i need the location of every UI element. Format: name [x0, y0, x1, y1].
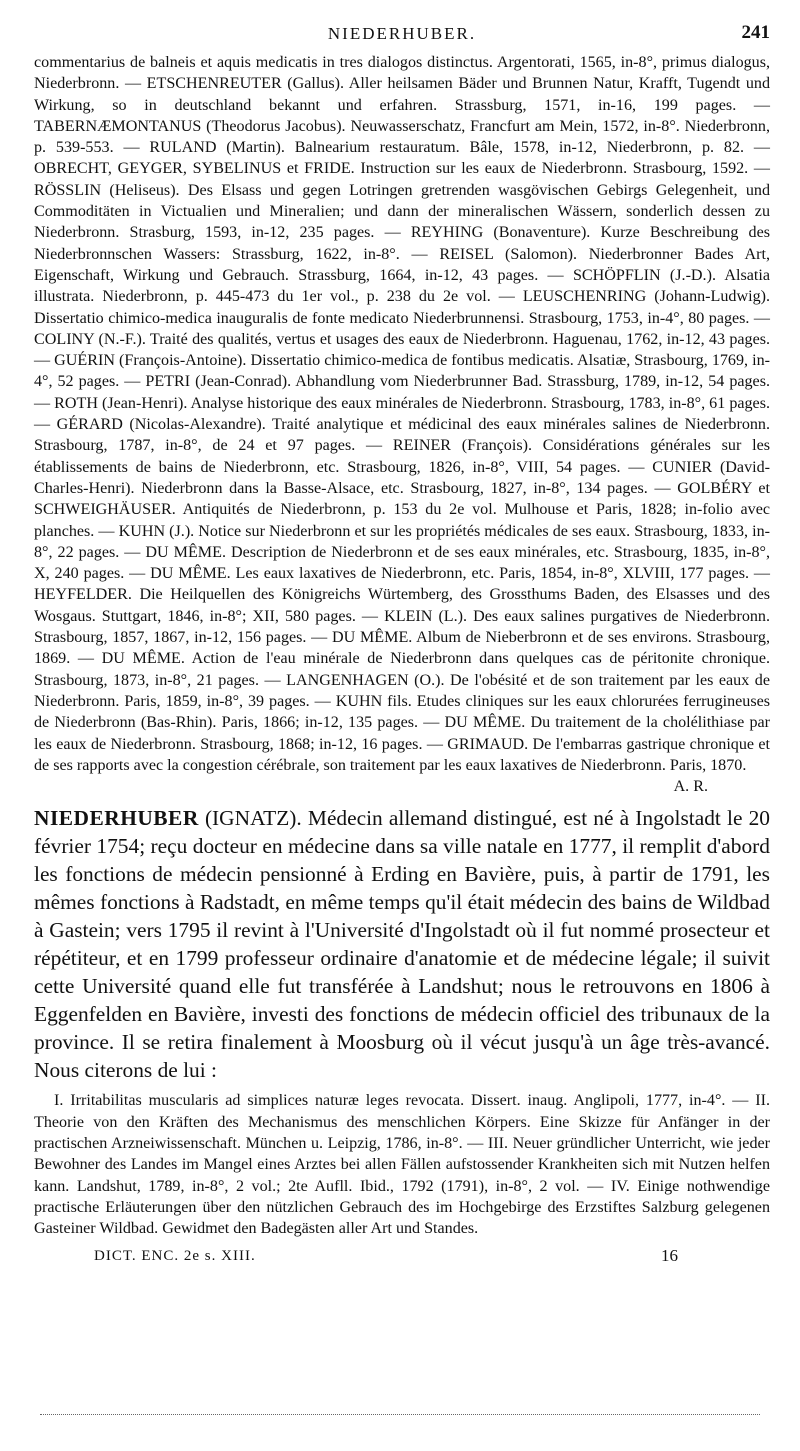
bibliography-text: commentarius de balneis et aquis medicatis in tres dialogos distinctus. Argentorati, 1565, in-8°, primus dialogus, Niederbronn. — ETSCHENREUTER (Gallus). Aller heilsamen Bäder und Brunnen Natur, Krafft, Tugendt und Wirkung, so in deutschland bekannt und erfahren. Strassburg, 1571, in-16, 199 pages. — TABERNÆMONTANUS (Theodorus Jacobus). Neuwasserschatz, Francfurt am Mein, 1572, in-8°. Niederbronn, p. 539-553. — RULAND (Martin). Balnearium restauratum. Bâle, 1578, in-12, Niederbronn, p. 82. — OBRECHT, GEYGER, SYBELINUS et FRIDE. Instruction sur les eaux de Niederbronn. Strasbourg, 1592. — RÖSSLIN (Heliseus). Des Elsass und gegen Lotringen gretrenden wasgövischen Gebirgs Gelegenheit, und Commoditäten in Victualien und Mineralien; und dann der mineralischen Wässern, sonderlich dessen zu Niederbronn. Strasburg, 1593, in-12, 235 pages. — REYHING (Bonaventure). Kurze Beschreibung des Niederbronnschen Wassers: Strassburg, 1622, in-8°. — REISEL (Salomon). Niederbronner Bades Art, Eigenschaft, Wirkung und Gebrauch. Strassburg, 1664, in-12, 43 pages. — SCHÖPFLIN (J.-D.). Alsatia illustrata. Niederbronn, p. 445-473 du 1er vol., p. 238 du 2e vol. — LEUSCHENRING (Johann-Ludwig). Dissertatio chimico-medica inauguralis de fonte medicato Niederbrunnensi. Strasbourg, 1753, in-4°, 80 pages. — COLINY (N.-F.). Traité des qualités, vertus et usages des eaux de Niederbronn. Haguenau, 1762, in-12, 43 pages. — GUÉRIN (François-Antoine). Dissertatio chimico-medica de fontibus medicatis. Alsatiæ, Strasbourg, 1769, in-4°, 52 pages. — PETRI (Jean-Conrad). Abhandlung vom Niederbrunner Bad. Strassburg, 1789, in-12, 54 pages. — ROTH (Jean-Henri). Analyse historique des eaux minérales de Niederbronn. Strasbourg, 1783, in-8°, 61 pages. — GÉRARD (Nicolas-Alexandre). Traité analytique et médicinal des eaux minérales salines de Niederbronn. Strasbourg, 1787, in-8°, de 24 et 97 pages. — REINER (François). Considérations générales sur les établissements de bains de Niederbronn, etc. Strasbourg, 1826, in-8°, VIII, 54 pages. — CUNIER (David-Charles-Henri). Niederbronn dans la Basse-Alsace, etc. Strasbourg, 1827, in-8°, 134 pages. — GOLBÉRY et SCHWEIGHÄUSER. Antiquités de Niederbronn, p. 153 du 2e vol. Mulhouse et Paris, 1828; in-folio avec planches. — KUHN (J.). Notice sur Niederbronn et sur les propriétés médicales de ses eaux. Strasbourg, 1833, in-8°, 22 pages. — DU MÊME. Description de Niederbronn et de ses eaux minérales, etc. Strasbourg, 1835, in-8°, X, 240 pages. — DU MÊME. Les eaux laxatives de Niederbronn, etc. Paris, 1854, in-8°, XLVIII, 177 pages. — HEYFELDER. Die Heilquellen des Königreichs Würtemberg, des Grossthums Baden, des Elsasses und des Wosgaus. Stuttgart, 1846, in-8°; XII, 580 pages. — KLEIN (L.). Des eaux salines purgatives de Niederbronn. Strasbourg, 1857, 1867, in-12, 156 pages. — DU MÊME. Album de Nieberbronn et de ses environs. Strasbourg, 1869. — DU MÊME. Action de l'eau minérale de Niederbronn dans quelques cas de péritonite chronique. Strasbourg, 1873, in-8°, 21 pages. — LANGENHAGEN (O.). De l'obésité et de son traitement par les eaux de Niederbronn. Paris, 1859, in-8°, 39 pages. — KUHN fils. Etudes cliniques sur les eaux chlorurées ferrugineuses de Niederbronn (Bas-Rhin). Paris, 1866; in-12, 135 pages. — DU MÊME. Du traitement de la cholélithiase par les eaux de Niederbronn. Strasbourg, 1868; in-12, 16 pages. — GRIMAUD. De l'embarras gastrique chronique et de ses rapports avec la congestion cérébrale, son traitement par les eaux laxatives de Niederbronn. Paris, 1870.: [34, 54, 770, 774]
works-list: [34, 1090, 770, 1239]
author-initials: A. R.: [673, 778, 708, 796]
page-footer: [34, 1244, 770, 1274]
running-title: NIEDERHUBER.: [327, 24, 477, 43]
entry-forename: (IGNATZ).: [204, 806, 302, 831]
entry-headword: NIEDERHUBER: [34, 806, 199, 831]
signature-mark: DICT. ENC. 2e s. XIII.: [94, 1247, 256, 1264]
entry-paragraph: [34, 805, 770, 1084]
works-text: I. Irritabilitas muscularis ad simplices naturæ leges revocata. Dissert. inaug. Anglipoli, 1777, in-4°. — II. Theorie von den Kräften des Mechanismus des menschlichen Körpers. Eine Skizze für Anfänger in der practischen Arzneiwissenschaft. München u. Leipzig, 1786, in-8°. — III. Neuer gründlicher Unterricht, wie jeder Bewohner des Landes im Mangel eines Arztes bei allen Fällen aufstossender Krankheiten sich mit Nutzen helfen kann. Landshut, 1789, in-8°, 2 vol.; 2te Aufll. Ibid., 1792 (1791), in-8°, 2 vol. — IV. Einige nothwendige practische Erläuterungen über den nützlichen Gebrauch des im Hochgebirge des Erzstiftes Salzburg gelegenen Gasteiner Wildbad. Gewidmet den Badegästen aller Art und Standes.: [34, 1092, 770, 1238]
page-number: 241: [741, 22, 770, 43]
page-header: [34, 22, 770, 52]
entry-body: Médecin allemand distingué, est né à Ingolstadt le 20 février 1754; reçu docteur en médecine dans sa ville natale en 1777, il remplit d'abord les fonctions de médecin pensionné à Erding en Bavière, puis, à partir de 1791, les mêmes fonctions à Radstadt, en même temps qu'il était médecin des bains de Wildbad à Gastein; vers 1795 il revint à l'Université d'Ingolstadt où il fut nommé prosecteur et répétiteur, et en 1799 professeur ordinaire d'anatomie et de médecine légale; il suivit cette Université quand elle fut transférée à Landshut; nous le retrouvons en 1806 à Eggenfelden en Bavière, investi des fonctions de médecin officiel des tribunaux de la province. Il se retira finalement à Moosburg où il vécut jusqu'à un âge très-avancé. Nous citerons de lui :: [34, 806, 770, 1082]
bibliography-block: [34, 52, 770, 797]
page: [34, 22, 770, 1274]
sheet-number: 16: [661, 1245, 678, 1265]
entry-block: [34, 805, 770, 1084]
bottom-dotted-rule: [40, 1414, 760, 1415]
